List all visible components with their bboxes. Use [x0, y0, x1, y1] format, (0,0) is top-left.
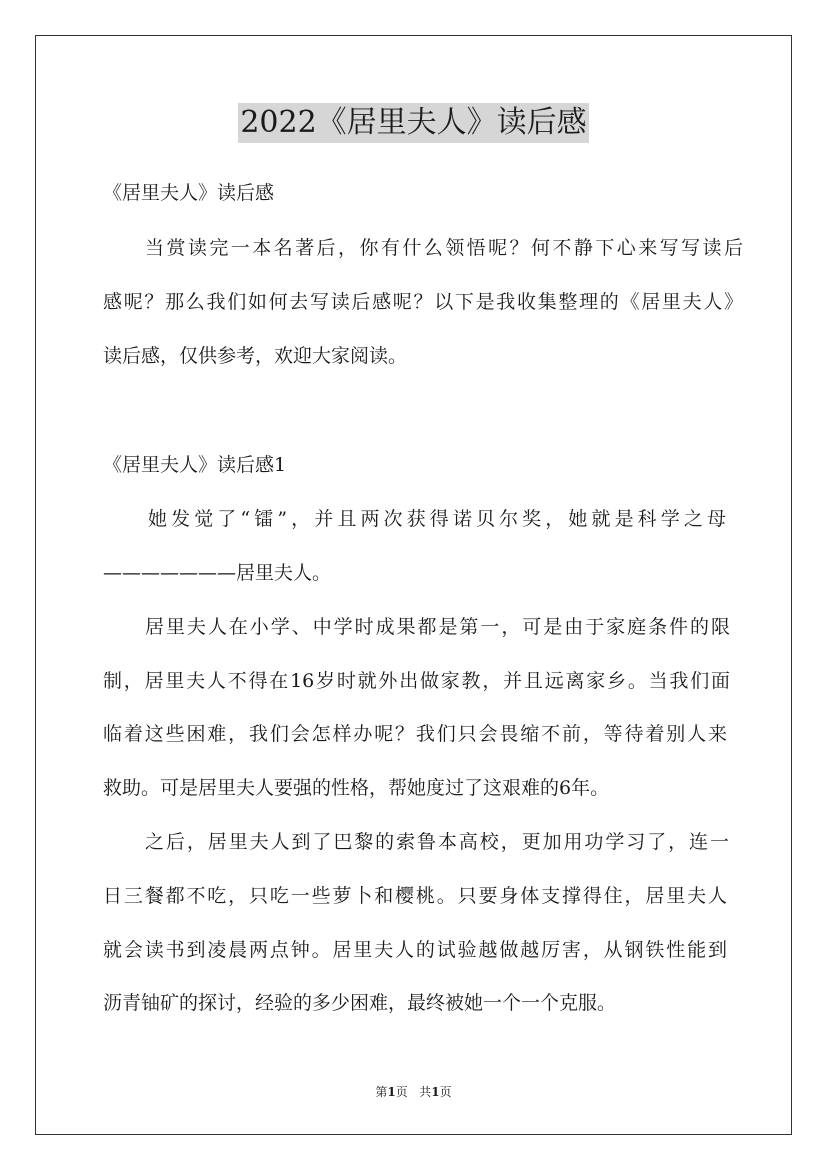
section-heading: 《居里夫人》读后感1 [103, 454, 287, 476]
footer-page-prefix: 第 [375, 1085, 388, 1099]
intro-line: 当赏读完一本名著后，你有什么领悟呢？何不静下心来写写读后 [145, 237, 743, 259]
paragraph-line: 就会读书到凌晨两点钟。居里夫人的试验越做越厉害，从钢铁性能到 [103, 939, 727, 961]
paragraph-line: 沥青铀矿的探讨，经验的多少困难，最终被她一个一个克服。 [103, 992, 617, 1014]
footer-page-suffix: 页 [395, 1085, 408, 1099]
document-title: 2022《居里夫人》读后感 [238, 103, 588, 143]
paragraph-line: 日三餐都不吃，只吃一些萝卜和樱桃。只要身体支撑得住，居里夫人 [103, 885, 727, 907]
footer-total-suffix: 页 [439, 1085, 452, 1099]
paragraph-line: 她发觉了“镭”，并且两次获得诺贝尔奖，她就是科学之母 [148, 508, 726, 530]
paragraph-line: 临着这些困难，我们会怎样办呢？我们只会畏缩不前，等待着别人来 [103, 723, 727, 745]
footer-page-current: 1 [387, 1085, 396, 1099]
footer-total-prefix: 共 [419, 1085, 432, 1099]
page-footer [0, 1084, 827, 1100]
footer-page-total: 1 [431, 1085, 440, 1099]
title-container [0, 103, 827, 143]
paragraph-line: 之后，居里夫人到了巴黎的索鲁本高校，更加用功学习了，连一 [145, 831, 729, 853]
intro-line: 感呢？那么我们如何去写读后感呢？以下是我收集整理的《居里夫人》 [103, 291, 743, 313]
paragraph-line: 居里夫人在小学、中学时成果都是第一，可是由于家庭条件的限 [145, 616, 730, 638]
subtitle: 《居里夫人》读后感 [103, 182, 275, 204]
paragraph-line: 制，居里夫人不得在16岁时就外出做家教，并且远离家乡。当我们面 [103, 670, 730, 692]
intro-line: 读后感，仅供参考，欢迎大家阅读。 [103, 345, 408, 367]
paragraph-line: 救助。可是居里夫人要强的性格，帮她度过了这艰难的6年。 [103, 777, 610, 799]
paragraph-line: ———————居里夫人。 [103, 562, 332, 584]
